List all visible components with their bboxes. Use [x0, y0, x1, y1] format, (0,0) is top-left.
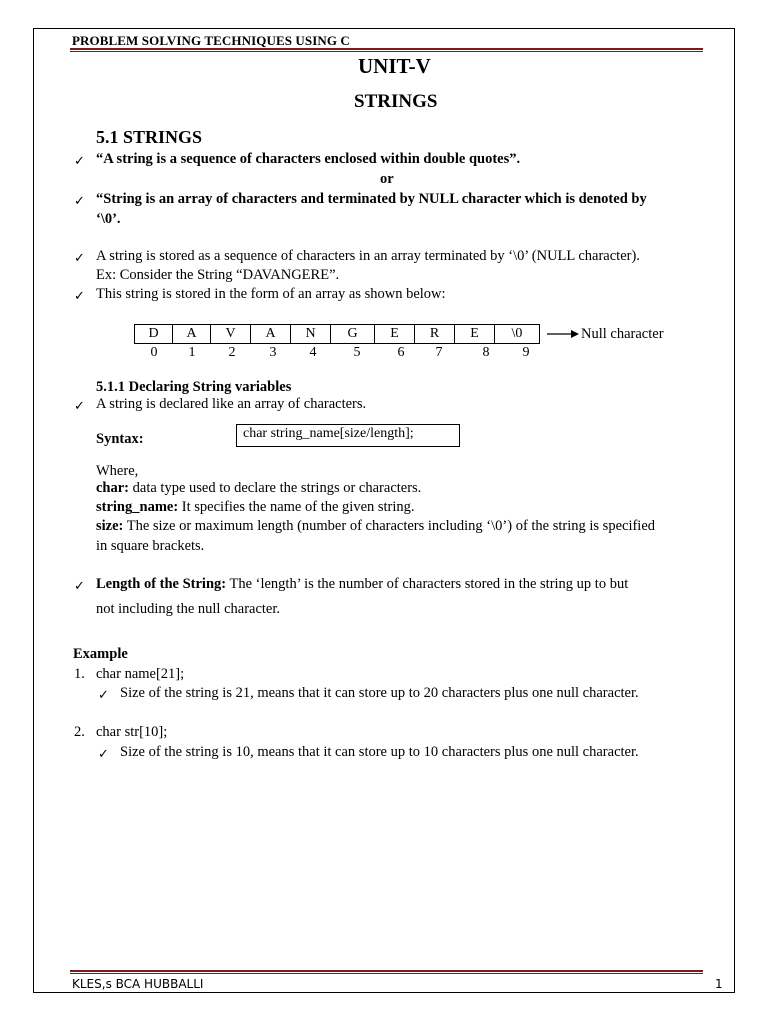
- unit-title: UNIT-V: [358, 54, 431, 78]
- definition-2-line1: “String is an array of characters and terminated by NULL character which is denoted by: [96, 191, 647, 207]
- array-index: 2: [228, 345, 236, 360]
- check-mark-icon: ✓: [74, 194, 85, 209]
- array-cell: A: [251, 325, 291, 343]
- page-number: 1: [715, 977, 723, 991]
- term-description: The size or maximum length (number of characters including ‘\0’) of the string is specified: [123, 518, 656, 534]
- array-cell: A: [173, 325, 211, 343]
- array-index: 5: [353, 345, 361, 360]
- array-cell: N: [291, 325, 331, 343]
- term-description: It specifies the name of the given string.: [178, 499, 415, 515]
- array-index: 4: [309, 345, 317, 360]
- running-header: PROBLEM SOLVING TECHNIQUES USING C: [72, 33, 350, 48]
- or-connector: or: [380, 171, 394, 187]
- stored-text-line1: A string is stored as a sequence of characters in an array terminated by ‘\0’ (NULL character).: [96, 248, 640, 264]
- stored-text-line2: Ex: Consider the String “DAVANGERE”.: [96, 267, 340, 283]
- term: Length of the String:: [96, 576, 227, 592]
- string-array-diagram: [134, 324, 540, 344]
- array-cell: E: [455, 325, 495, 343]
- declare-intro: A string is declared like an array of characters.: [96, 396, 367, 412]
- array-cell: \0: [511, 326, 523, 341]
- footer-rule: [70, 970, 703, 974]
- length-definition-line1: [96, 576, 628, 593]
- chapter-title: STRINGS: [354, 91, 438, 112]
- example-code: char str[10];: [96, 724, 168, 740]
- check-mark-icon: ✓: [74, 251, 85, 266]
- term: string_name:: [96, 499, 179, 515]
- char-definition: [96, 480, 421, 497]
- subsection-title: 5.1.1 Declaring String variables: [96, 379, 292, 395]
- footer-institution: KLES,s BCA HUBBALLI: [72, 977, 204, 991]
- array-index: 7: [435, 345, 443, 360]
- section-title: 5.1 STRINGS: [96, 127, 203, 147]
- check-mark-icon: ✓: [74, 399, 85, 414]
- definition-1: “A string is a sequence of characters enclosed within double quotes”.: [96, 151, 521, 167]
- definition-2-line2: ‘\0’.: [96, 211, 121, 227]
- check-mark-icon: ✓: [74, 579, 85, 594]
- example-number: 1.: [74, 666, 85, 682]
- string-name-definition: [96, 499, 415, 516]
- array-index: 0: [150, 345, 158, 360]
- header-rule: [70, 48, 703, 52]
- example-heading: Example: [73, 646, 128, 662]
- arrow-right-icon: [547, 328, 579, 340]
- array-cell: G: [331, 325, 375, 343]
- null-character-label: Null character: [581, 326, 664, 342]
- array-index: 1: [188, 345, 196, 360]
- length-definition-line2: not including the null character.: [96, 601, 281, 617]
- array-cell: R: [415, 325, 455, 343]
- array-cell: V: [211, 325, 251, 343]
- term: char:: [96, 480, 130, 496]
- check-mark-icon: ✓: [74, 154, 85, 169]
- array-intro: This string is stored in the form of an array as shown below:: [96, 286, 446, 302]
- syntax-label: Syntax:: [96, 431, 144, 447]
- check-mark-icon: ✓: [98, 688, 109, 703]
- array-index: 3: [269, 345, 277, 360]
- array-index: 9: [522, 345, 530, 360]
- check-mark-icon: ✓: [74, 289, 85, 304]
- example-number: 2.: [74, 724, 85, 740]
- array-cell: D: [135, 325, 173, 343]
- where-text: Where,: [96, 463, 139, 479]
- term-description: data type used to declare the strings or characters.: [129, 480, 422, 496]
- term: size:: [96, 518, 124, 534]
- example-note: Size of the string is 21, means that it can store up to 20 characters plus one null character.: [120, 685, 639, 701]
- array-index: 6: [397, 345, 405, 360]
- size-definition-line1: [96, 518, 655, 535]
- check-mark-icon: ✓: [98, 747, 109, 762]
- term-description: The ‘length’ is the number of characters stored in the string up to but: [226, 576, 629, 592]
- array-cell: E: [375, 325, 415, 343]
- syntax-code-box: char string_name[size/length];: [236, 424, 460, 447]
- example-note: Size of the string is 10, means that it can store up to 10 characters plus one null character.: [120, 744, 639, 760]
- size-definition-line2: in square brackets.: [96, 538, 205, 554]
- example-code: char name[21];: [96, 666, 185, 682]
- array-index: 8: [482, 345, 490, 360]
